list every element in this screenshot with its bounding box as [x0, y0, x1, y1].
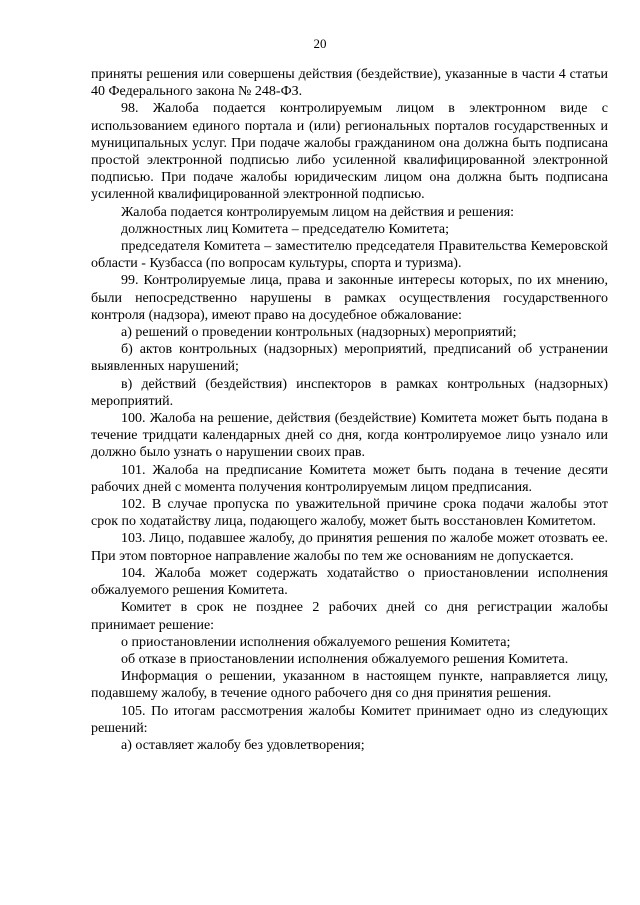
paragraph: председателя Комитета – заместителю председателя Правительства Кемеровской области - Кузбасса (по вопросам культуры, спорта и туризма). — [91, 239, 608, 272]
paragraph: в) действий (бездействия) инспекторов в рамках контрольных (надзорных) мероприятий. — [91, 376, 608, 409]
paragraph: 99. Контролируемые лица, права и законные интересы которых, по их мнению, были непосредственно нарушены в рамках осуществления государственного контроля (надзора), имеют право на досудебное обжалование: — [91, 273, 608, 323]
paragraph: приняты решения или совершены действия (бездействие), указанные в части 4 статьи 40 Федерального закона № 248-ФЗ. — [91, 67, 608, 100]
document-body — [91, 66, 608, 754]
paragraph: об отказе в приостановлении исполнения обжалуемого решения Комитета. — [121, 651, 569, 667]
paragraph: 104. Жалоба может содержать ходатайство о приостановлении исполнения обжалуемого решения Комитета. — [91, 565, 608, 599]
paragraph: 101. Жалоба на предписание Комитета может быть подана в течение десяти рабочих дней с момента получения контролируемым лицом предписания. — [91, 462, 608, 495]
paragraph: б) актов контрольных (надзорных) мероприятий, предписаний об устранении выявленных нарушений; — [91, 342, 608, 375]
paragraph: о приостановлении исполнения обжалуемого решения Комитета; — [121, 634, 511, 650]
paragraph: 105. По итогам рассмотрения жалобы Комитет принимает одно из следующих решений: — [91, 703, 608, 736]
paragraph: Комитет в срок не позднее 2 рабочих дней со дня регистрации жалобы принимает решение: — [91, 600, 608, 633]
paragraph: должностных лиц Комитета – председателю Комитета; — [121, 221, 449, 237]
paragraph: 100. Жалоба на решение, действия (бездействие) Комитета может быть подана в течение тридцати календарных дней со дня, когда контролируемое лицо узнало или должно было узнать о нарушении своих прав. — [91, 411, 608, 461]
paragraph: а) решений о проведении контрольных (надзорных) мероприятий; — [121, 325, 517, 341]
page-number: 20 — [313, 36, 327, 51]
paragraph: 102. В случае пропуска по уважительной причине срока подачи жалобы этот срок по ходатайству лица, подающего жалобу, может быть восстановлен Комитетом. — [91, 497, 608, 530]
paragraph: Жалоба подается контролируемым лицом на действия и решения: — [121, 204, 515, 220]
paragraph: а) оставляет жалобу без удовлетворения; — [121, 737, 365, 753]
paragraph: Информация о решении, указанном в настоящем пункте, направляется лицу, подавшему жалобу, в течение одного рабочего дня со дня принятия решения. — [91, 669, 608, 702]
paragraph: 103. Лицо, подавшее жалобу, до принятия решения по жалобе может отозвать ее. При этом повторное направление жалобы по тем же основаниям не допускается. — [91, 531, 608, 564]
paragraph: 98. Жалоба подается контролируемым лицом в электронном виде с использованием единого портала и (или) региональных порталов государственных и муниципальных услуг. При подаче жалобы гражданином она должна быть подписана простой электронной подписью либо усиленной квалифицированной электронной подписью. При подаче жалобы юридическим лицом она должна быть подписана усиленной квалифицированной электронной подписью. — [91, 101, 608, 203]
